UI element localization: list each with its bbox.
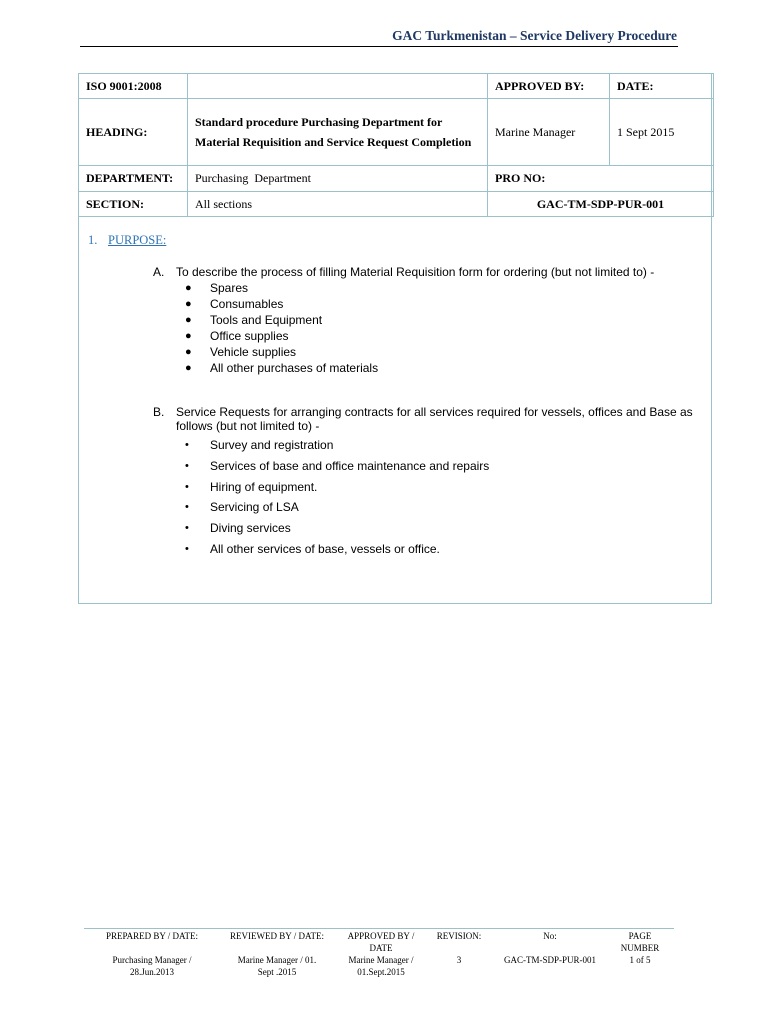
footer-number-value: GAC-TM-SDP-PUR-001 [503,955,596,965]
purpose-heading [88,233,166,248]
purpose-title: PURPOSE: [108,233,167,247]
approved-by-label: APPROVED BY: [488,74,610,99]
bullet-icon: ● [185,330,192,342]
paragraph-a-letter: A. [153,265,165,279]
footer-approved-value: Marine Manager / 01.Sept.2015 [348,955,414,977]
bullet-icon: • [185,480,189,493]
paragraph-a-text: To describe the process of filling Material Requisition form for ordering (but not limited to) - [176,265,655,279]
iso-standard-cell: ISO 9001:2008 [79,74,188,99]
footer-approved-label: APPROVED BY / DATE [347,931,415,953]
approved-by-value: Marine Manager [488,99,610,166]
paragraph-b-text: Service Requests for arranging contracts for all services required for vessels, offices and Base as follows (but not limited to) - [176,405,693,433]
list-item: ● Spares [185,281,249,295]
footer-number-label: No: [543,931,557,941]
footer-page-value: 1 of 5 [629,955,651,965]
info-row-department [79,166,714,192]
date-value: 1 Sept 2015 [610,99,714,166]
purpose-number: 1. [88,233,98,247]
info-row-section [79,192,714,217]
pro-no-label: PRO NO: [488,166,714,192]
footer-revision-label: REVISION: [436,931,482,941]
bullet-icon: ● [185,362,192,374]
paragraph-b [153,405,713,433]
section-label: SECTION: [79,192,188,217]
info-row-heading [79,99,714,166]
pro-no-value: GAC-TM-SDP-PUR-001 [488,192,714,217]
footer-page [612,930,668,966]
list-item: • Hiring of equipment. [185,479,318,494]
list-item: ● Office supplies [185,329,289,343]
footer-reviewed [222,930,332,978]
document-header-title: GAC Turkmenistan – Service Delivery Procedure [392,28,677,43]
heading-text: Standard procedure Purchasing Department for Material Requisition and Service Request Completion [188,99,488,166]
list-item: ● Tools and Equipment [185,313,323,327]
bullet-icon: • [185,501,189,514]
heading-label: HEADING: [79,99,188,166]
list-item: • Servicing of LSA [185,500,299,515]
footer-prepared [92,930,212,978]
bullet-icon: ● [185,282,192,294]
list-item: • All other services of base, vessels or office. [185,541,440,556]
paragraph-b-letter: B. [153,405,165,419]
date-label: DATE: [610,74,714,99]
paragraph-a [153,265,713,279]
footer-rule [84,928,674,929]
header-rule [80,46,678,47]
footer-revision-value: 3 [456,955,462,965]
empty-cell [188,74,488,99]
list-item: ● All other purchases of materials [185,361,379,375]
bullet-icon: ● [185,314,192,326]
footer-reviewed-value: Marine Manager / 01. Sept .2015 [237,955,317,977]
services-list [183,437,489,562]
footer-approved [338,930,424,978]
list-item: ● Consumables [185,297,284,311]
footer-prepared-value: Purchasing Manager / 28.Jun.2013 [112,955,192,977]
info-row-iso [79,74,714,99]
footer-number [494,930,606,966]
list-item: • Services of base and office maintenance and repairs [185,458,490,473]
bullet-icon: • [185,522,189,535]
footer-prepared-label: PREPARED BY / DATE: [105,931,199,941]
bullet-icon: ● [185,298,192,310]
document-info-table [78,73,714,217]
bullet-icon: • [185,459,189,472]
list-item: • Diving services [185,521,291,536]
department-value: Purchasing Department [188,166,488,192]
department-label: DEPARTMENT: [79,166,188,192]
materials-list [183,280,378,376]
list-item: • Survey and registration [185,438,334,452]
footer-revision [428,930,490,966]
list-item: ● Vehicle supplies [185,345,297,359]
bullet-icon: • [185,439,189,451]
footer-reviewed-label: REVIEWED BY / DATE: [230,931,324,941]
section-value: All sections [188,192,488,217]
footer-page-label: PAGE NUMBER [620,931,660,953]
bullet-icon: • [185,542,189,555]
bullet-icon: ● [185,346,192,358]
